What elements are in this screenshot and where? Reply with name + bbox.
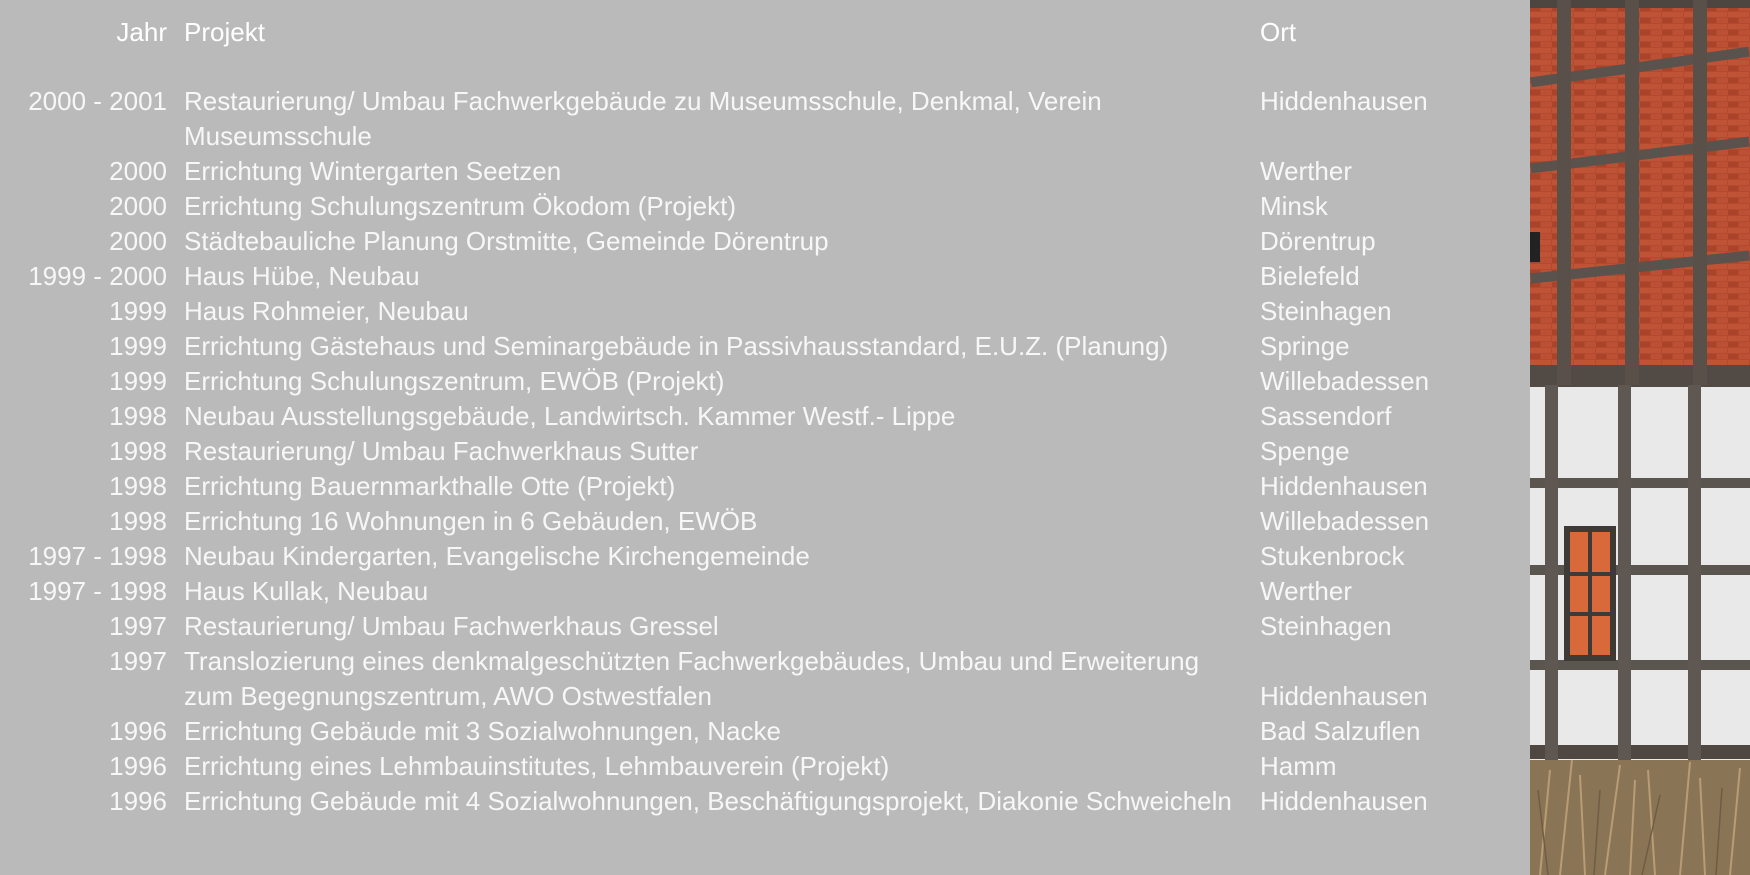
row-place: Willebadessen [1260, 506, 1430, 536]
row-year: 2000 [109, 156, 167, 186]
row-project: Errichtung Wintergarten Seetzen [184, 156, 562, 186]
row-project: Neubau Kindergarten, Evangelische Kirchengemeinde [184, 541, 810, 571]
row-project: Errichtung Schulungszentrum Ökodom (Projekt) [184, 191, 737, 221]
row-place: Hiddenhausen [1260, 786, 1428, 816]
table-row [0, 259, 1530, 294]
row-year: 1998 [109, 436, 167, 466]
row-place: Hiddenhausen [1260, 471, 1428, 501]
table-row [0, 644, 1530, 714]
row-project: Errichtung Gebäude mit 3 Sozialwohnungen, Nacke [184, 716, 781, 746]
row-year: 1998 [109, 471, 167, 501]
row-project: Städtebauliche Planung Orstmitte, Gemeinde Dörentrup [184, 226, 829, 256]
row-project: Haus Kullak, Neubau [184, 576, 429, 606]
header-place: Ort [1260, 17, 1297, 47]
table-row [0, 434, 1530, 469]
table-header [0, 14, 1530, 50]
table-row [0, 399, 1530, 434]
row-place: Werther [1260, 156, 1352, 186]
row-year: 1996 [109, 786, 167, 816]
table-row [0, 574, 1530, 609]
row-year: 1997 [109, 646, 167, 676]
table-row [0, 329, 1530, 364]
row-place: Minsk [1260, 191, 1328, 221]
table-row [0, 469, 1530, 504]
row-place: Willebadessen [1260, 366, 1430, 396]
row-year: 2000 [109, 226, 167, 256]
row-place: Steinhagen [1260, 611, 1392, 641]
row-year: 1999 - 2000 [28, 261, 167, 291]
row-place: Werther [1260, 576, 1352, 606]
row-place: Hiddenhausen [1260, 681, 1428, 711]
table-row [0, 539, 1530, 574]
row-project: Errichtung Gästehaus und Seminargebäude in Passivhausstandard, E.U.Z. (Planung) [184, 331, 1169, 361]
row-project: Haus Hübe, Neubau [184, 261, 420, 291]
row-place: Spenge [1260, 436, 1350, 466]
table-row [0, 364, 1530, 399]
row-year: 1996 [109, 751, 167, 781]
row-year: 1998 [109, 506, 167, 536]
table-row [0, 749, 1530, 784]
table-row [0, 609, 1530, 644]
table-row [0, 224, 1530, 259]
row-project: Restaurierung/ Umbau Fachwerkhaus Sutter [184, 436, 699, 466]
timber-frame-house-photo [1530, 0, 1750, 875]
table-row [0, 154, 1530, 189]
header-year: Jahr [116, 17, 167, 47]
table-row [0, 294, 1530, 329]
row-project: Errichtung Schulungszentrum, EWÖB (Projekt) [184, 366, 725, 396]
row-project: Errichtung Bauernmarkthalle Otte (Projekt) [184, 471, 676, 501]
row-place: Hiddenhausen [1260, 86, 1428, 116]
row-year: 1997 - 1998 [28, 541, 167, 571]
row-project: Errichtung Gebäude mit 4 Sozialwohnungen, Beschäftigungsprojekt, Diakonie Schweicheln [184, 786, 1232, 816]
row-project: Errichtung eines Lehmbauinstitutes, Lehmbauverein (Projekt) [184, 751, 890, 781]
table-row [0, 784, 1530, 819]
table-row [0, 504, 1530, 539]
row-year: 1996 [109, 716, 167, 746]
row-year: 2000 - 2001 [28, 86, 167, 116]
row-year: 1999 [109, 296, 167, 326]
row-place: Bad Salzuflen [1260, 716, 1421, 746]
row-year: 1999 [109, 366, 167, 396]
table-row [0, 84, 1530, 154]
row-place: Stukenbrock [1260, 541, 1405, 571]
table-row [0, 714, 1530, 749]
header-project: Projekt [184, 17, 265, 47]
row-project: Restaurierung/ Umbau Fachwerkgebäude zu Museumsschule, Denkmal, Verein Museumsschule [184, 86, 1102, 151]
row-project: Haus Rohmeier, Neubau [184, 296, 469, 326]
table-row [0, 189, 1530, 224]
row-place: Sassendorf [1260, 401, 1392, 431]
row-year: 1997 - 1998 [28, 576, 167, 606]
row-place: Hamm [1260, 751, 1337, 781]
row-project: Neubau Ausstellungsgebäude, Landwirtsch. Kammer Westf.- Lippe [184, 401, 956, 431]
row-project: Restaurierung/ Umbau Fachwerkhaus Gressel [184, 611, 719, 641]
row-place: Bielefeld [1260, 261, 1360, 291]
row-place: Dörentrup [1260, 226, 1376, 256]
row-place: Springe [1260, 331, 1350, 361]
row-place: Steinhagen [1260, 296, 1392, 326]
row-project: Errichtung 16 Wohnungen in 6 Gebäuden, EWÖB [184, 506, 758, 536]
row-year: 1999 [109, 331, 167, 361]
row-year: 2000 [109, 191, 167, 221]
row-project: Translozierung eines denkmalgeschützten Fachwerkgebäudes, Umbau und Erweiterung zum Begegnungszentrum, AWO Ostwestfalen [184, 646, 1200, 711]
project-table [0, 84, 1530, 819]
row-year: 1998 [109, 401, 167, 431]
row-year: 1997 [109, 611, 167, 641]
